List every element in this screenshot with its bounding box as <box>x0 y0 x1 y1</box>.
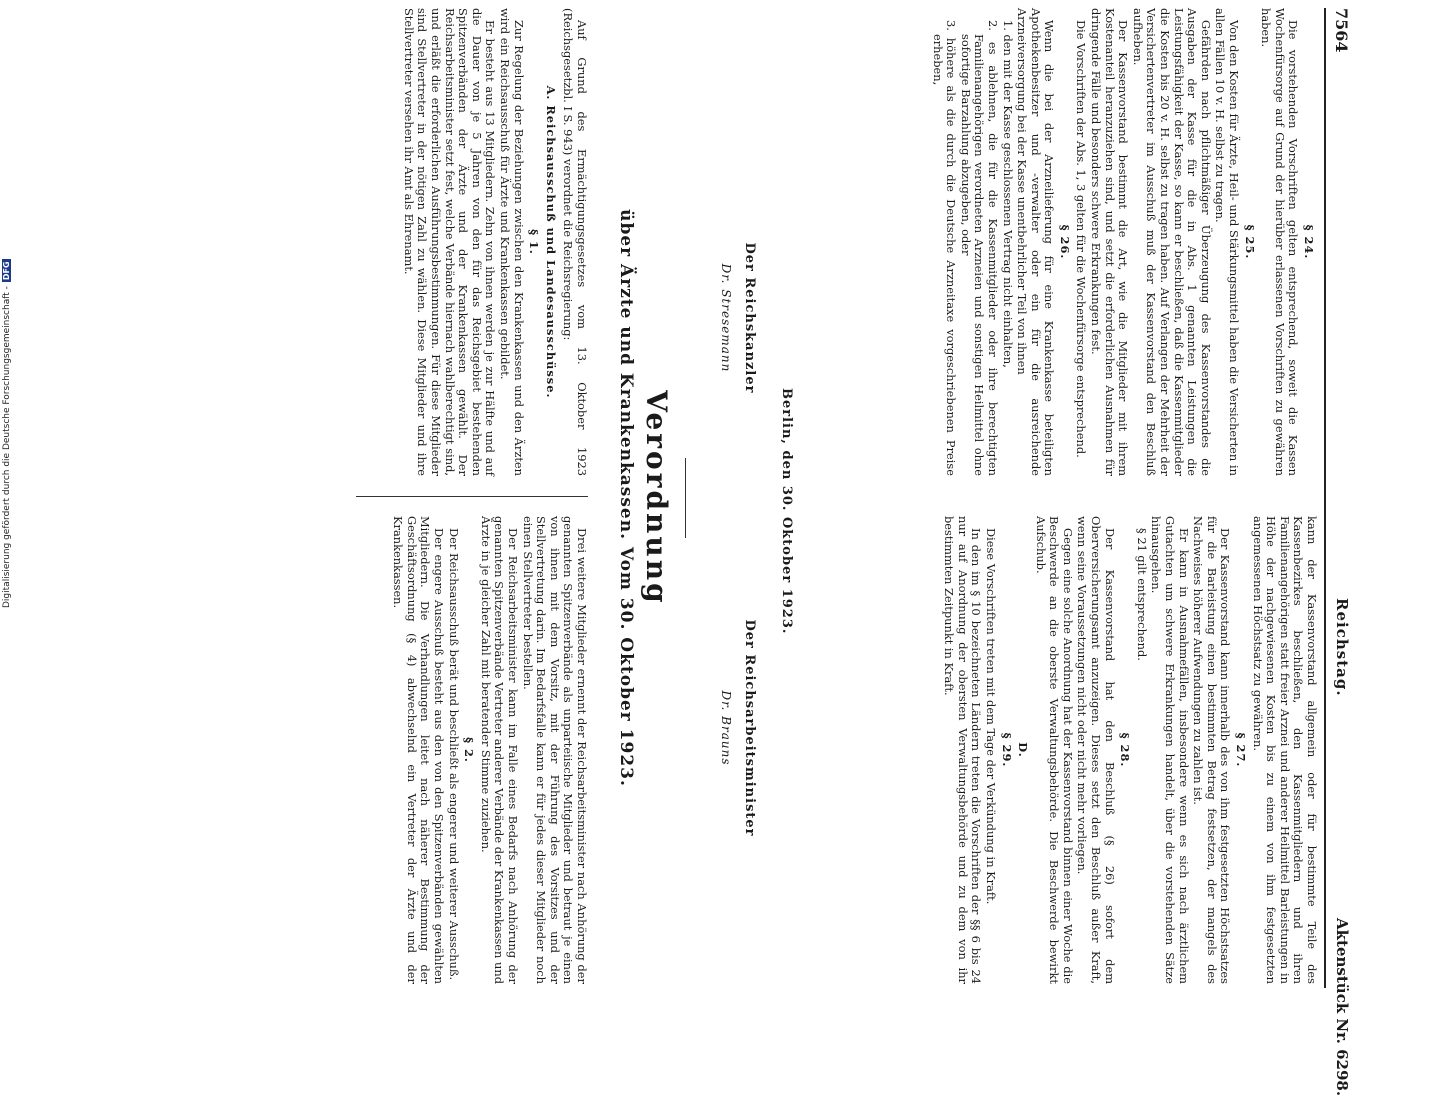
paragraph: Der Kassenvorstand hat den Beschluß (§ 26) sofort dem Oberversicherungsamt anzuzeigen. Dieses setzt den Beschluß außer Kraft, wenn seine Voraussetzungen nicht oder nicht mehr vorliegen. <box>1075 516 1117 984</box>
paragraph: Drei weitere Mitglieder ernennt der Reichsarbeitsminister nach Anhörung der genannten Spitzenverbände als unparteiische Mitglieder und betraut je einen von ihnen mit dem Vorsitz, mit der Führung des Vorsitzes und der Stellvertretung darin. Im Bedarfsfalle kann er für jedes dieser Mitglieder noch einen Stellvertreter bestellen. <box>520 516 589 984</box>
document-number: Aktenstück Nr. 6298. <box>1333 918 1351 1096</box>
signature-reichskanzler <box>719 168 756 468</box>
digitization-footer <box>2 259 12 608</box>
section-heading: § 1. <box>527 229 542 255</box>
paragraph: Der Kassenvorstand kann innerhalb des von ihm festgesetzten Höchstsatzes für die Barleistung einen bestimmten Betrag festsetzen, der mangels des Nachweises höherer Aufwendungen zu zahlen ist. <box>1191 516 1233 984</box>
paragraph: Der Reichsarbeitsminister kann im Falle eines Bedarfs nach Anhörung der genannten Spitzenverbände Vertreter anderer Verbände der Krankenkassen und Ärzte in je gleicher Zahl mit beratender Stimme zuziehen. <box>478 516 521 984</box>
paragraph: In den im § 10 bezeichneten Ländern treten die Vorschriften der §§ 6 bis 24 nur auf Anordnung der obersten Verwaltungsbehörde und zu dem von ihr bestimmten Zeitpunkt in Kraft. <box>942 516 984 984</box>
lower-left-text-column <box>400 8 588 476</box>
left-text-column <box>929 8 1318 476</box>
paragraph: Von den Kosten für Ärzte, Heil- und Stärkungsmittel haben die Versicherten in allen Fällen 10 v. H. selbst zu tragen. <box>1213 8 1242 476</box>
paragraph: Die vorstehenden Vorschriften gelten entsprechend, soweit die Kassen Wochenfürsorge auf Grund der hierüber erlassenen Vorschriften zu gewähren haben. <box>1259 8 1301 476</box>
paragraph: Er kann in Ausnahmefällen, insbesondere wenn es sich nach ärztlichem Gutachten um schwere Erkrankungen handelt, über die vorstehenden Sätze hinausgehen. <box>1149 516 1191 984</box>
column-divider <box>356 496 588 497</box>
paragraph: Der Reichsausschuß berät und beschließt als engerer und weiterer Ausschuß. <box>446 528 461 981</box>
paragraph: Der engere Ausschuß besteht aus den von den Spitzenverbänden gewählten Mitgliedern. Die Verhandlungen leitet nach näherer Bestimmung der Geschäftsordnung (§ 4) abwechselnd ein Vertreter der Ärzte und der Krankenkassen. <box>391 516 447 984</box>
signature-title: Der Reichskanzler <box>742 242 757 394</box>
lower-right-text-column <box>390 516 588 984</box>
section-heading: § 27. <box>1234 732 1249 768</box>
header-title: Reichstag. <box>1333 598 1351 697</box>
signature-name: Dr. Stresemann <box>719 263 734 373</box>
rotated-document-page <box>8 8 1351 1096</box>
paragraph: Wenn die bei der Arzneilieferung für eine Krankenkasse beteiligten Apothekenbesitzer und -verwalter oder ein für die ausreichende Arzneiversorgung bei der Kasse unentbehrlicher Teil von ihnen <box>1015 8 1057 476</box>
subsection-heading: D. <box>1016 742 1031 758</box>
header-rule <box>1324 8 1326 988</box>
paragraph: kann der Kassenvorstand allgemein oder für bestimmte Teile des Kassenbezirkes beschließen, den Kassenmitgliedern und ihren Familienangehörigen statt freier Arznei und anderer Heilmittel Barleistungen in Höhe der nachgewiesenen Kosten bis zu einem von ihm festgesetzten angemessenen Höchstsatz zu gewähren. <box>1250 516 1319 984</box>
paragraph: Zur Regelung der Beziehungen zwischen den Krankenkassen und den Ärzten wird ein Reichsausschuß für Ärzte und Krankenkassen gebildet. <box>498 8 526 476</box>
right-text-column <box>941 516 1318 984</box>
paragraph: § 21 gilt entsprechend. <box>1134 528 1149 661</box>
signature-reichsarbeitsminister <box>719 568 756 888</box>
section-heading: § 29. <box>999 732 1014 768</box>
page-number: 7564 <box>1332 8 1351 53</box>
paragraph: Diese Vorschriften treten mit dem Tage der Verkündung in Kraft. <box>983 528 998 905</box>
section-heading: § 25. <box>1242 224 1257 260</box>
paragraph: Gegen eine solche Anordnung hat der Kassenvorstand binnen einer Woche die Beschwerde an die oberste Verwaltungsbehörde. Die Beschwerde bewirkt Aufschub. <box>1033 516 1075 984</box>
dfg-logo: DFG <box>2 261 11 281</box>
list-item: 2. es ablehnen, die für die Kassenmitglieder oder ihre berechtigten Familienangehörigen verordneten Arzneien und sonstigen Heilmittel ohne sofortige Barzahlung abzugeben, oder <box>958 20 1000 476</box>
paragraph: Auf Grund des Ermächtigungsgesetzes vom 13. Oktober 1923 (Reichsgesetzbl. I S. 943) verordnet die Reichsregierung: <box>561 8 589 476</box>
signature-name: Dr. Brauns <box>719 690 734 766</box>
section-heading: § 26. <box>1057 224 1072 260</box>
list-item: 1. den mit der Kasse geschlossenen Vertrag nicht einhalten, <box>1000 20 1015 368</box>
paragraph: Gefährden nach pflichtmäßiger Überzeugung des Kassenvorstandes die Ausgaben der Kasse für die in Abs. 1 genannten Leistungen die Leistungsfähigkeit der Kasse, so kann er beschließen, daß die Kassenmitglieder die Kosten bis 20 v. H. selbst zu tragen haben. Auf Verlangen der Mehrheit der Versichertenvertreter im Ausschuß muß der Kassenvorstand den Beschluß aufheben. <box>1130 8 1213 476</box>
paragraph: Er besteht aus 13 Mitgliedern. Zehn von ihnen werden je zur Hälfte und auf die Dauer von je 5 Jahren von den für das Reichsgebiet bestehenden Spitzenverbänden der Ärzte und der Krankenkassen gewählt. Der Reichsarbeitsminister setzt fest, welche Verbände hiernach wahlberechtigt sind, und erläßt die erforderlichen Ausführungsbestimmungen. Für diese Mitglieder sind Stellvertreter in der nötigen Zahl zu wählen. Diese Mitglieder und ihre Stellvertreter versehen ihr Amt als Ehrenamt. <box>401 8 498 476</box>
footer-text: Digitalisierung gefördert durch die Deutsche Forschungsgemeinschaft - <box>2 286 12 608</box>
ordinance-title: Verordnung <box>640 390 673 606</box>
paragraph: Der Kassenvorstand bestimmt die Art, wie die Mitglieder mit ihrem Kostenanteil heranzuziehen sind, und setzt die erforderlichen Ausnahmen für dringende Fälle und besonders schwere Erkrankungen fest. <box>1089 8 1131 476</box>
section-heading: § 2. <box>462 737 477 763</box>
separator-rule <box>685 458 686 538</box>
ordinance-heading <box>618 8 672 988</box>
ordinance-subtitle: über Ärzte und Krankenkassen. Vom 30. Oktober 1923. <box>616 209 636 787</box>
list-item: 3. höhere als die durch die Deutsche Arzneitaxe vorgeschriebenen Preise erheben, <box>930 20 959 476</box>
date-line: Berlin, den 30. Oktober 1923. <box>779 388 794 635</box>
subsection-heading: A. Reichsausschuß und Landesausschüsse. <box>543 85 558 399</box>
signature-title: Der Reichsarbeitsminister <box>742 619 757 837</box>
section-heading: § 28. <box>1118 732 1133 768</box>
section-heading: § 24. <box>1302 224 1316 260</box>
paragraph: Die Vorschriften der Abs. 1, 3 gelten für die Wochenfürsorge entsprechend. <box>1074 20 1089 458</box>
